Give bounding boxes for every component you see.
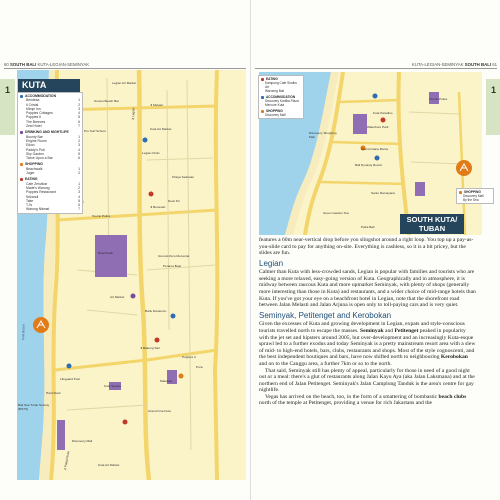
legend-eating-title: EATING <box>25 177 38 182</box>
map-label-jalan-legian: Jl Legian <box>131 107 136 121</box>
legend-row <box>261 103 301 107</box>
left-chapter-number: 1 <box>4 85 10 95</box>
seminyak-bold-term: Seminyak <box>359 327 384 334</box>
legend-row <box>261 81 301 89</box>
right-page <box>250 0 500 500</box>
left-folio: 60 <box>4 62 9 67</box>
hotel-pin-3 <box>67 364 72 369</box>
legend-shopping-title: SHOPPING <box>25 162 43 167</box>
map-label-dewi-sri: Dewi Sri <box>168 199 180 203</box>
kerobokan-bold-term: Kerobokan <box>440 354 468 361</box>
legend-item-num: 7 <box>78 124 80 129</box>
seminyak-text: peaked in popularity with the jet set and hipsters around 2005, but over-development and an increasingly Kuta-esque sprawl led to a further exodus and today Seminyak is a pretty mainstream resort area with a slew of mid- to high-end hotels, bars, clubs, restaurants and shops. Most of the style cognoscenti, and the best independent boutiques and bars, have now shifted north to neighbouring <box>259 327 476 361</box>
legend-item-name: Discovery Kartika Plaza <box>265 99 299 103</box>
legend-item-name: Discovery Mall <box>463 194 484 198</box>
tuban-eating-pin-1 <box>381 118 386 123</box>
legend-item-name: Cafe Zenzibar <box>26 181 48 186</box>
seminyak-text: and <box>383 327 395 334</box>
map-label-kuta-art: Kuta Art Market <box>98 463 120 467</box>
legend-item-name: By the Sea <box>463 198 479 202</box>
legend-item-num: 2 <box>78 185 80 190</box>
eating-swatch-icon <box>20 178 23 181</box>
map-label-matahari: Matahari <box>160 379 173 383</box>
hotel-pin-2 <box>171 314 176 319</box>
right-map-label-waterbom: Waterbom Park <box>367 125 389 129</box>
kuta-map-title: KUTA <box>18 79 80 92</box>
legend-item-num: 5 <box>78 115 80 120</box>
right-map-label-tourist-police: Tourist Police <box>429 97 448 101</box>
legend-item-num: 1 <box>78 181 80 186</box>
seminyak-text: north of the temple at Petitenget, providing a venue for rich Jakartans and the <box>259 400 433 407</box>
legend-row <box>20 207 80 211</box>
map-label-jalan-benesari: Jl Benesari <box>150 205 166 209</box>
legend-item-num: 1 <box>78 98 80 103</box>
right-map-label-patra: Patra Bali <box>361 225 375 229</box>
discovery-mall-block <box>353 114 367 134</box>
legend-item-name: Mimpi Inn <box>26 106 41 111</box>
tuban-hotel-pin-1 <box>373 94 378 99</box>
beachwalk-block <box>95 235 127 277</box>
body-text <box>259 237 477 407</box>
legend-item-name: Poppies Cottages <box>26 111 53 116</box>
waterbom-block <box>415 182 425 196</box>
right-running-head-bold: SOUTH BALI <box>464 62 492 67</box>
right-map-label-green-garden: Green Garden Tea <box>323 211 349 215</box>
legend-item-num: 4 <box>78 147 80 152</box>
left-running-head-bold: SOUTH BALI <box>9 62 37 67</box>
map-label-khaya-sedanan: Khaya Sedanan <box>172 175 195 179</box>
tuban-title-line1: SOUTH KUTA/ <box>406 215 458 224</box>
legend-row <box>20 124 80 128</box>
legend-item-name: The Breezes <box>26 119 46 124</box>
right-legend-eating <box>258 75 304 119</box>
legend-item-num: 7 <box>78 207 80 212</box>
legend-item-num: 1 <box>78 134 80 139</box>
right-legend-shopping-right-title: SHOPPING <box>464 190 481 194</box>
right-legend-eating-title: EATING <box>266 77 278 81</box>
legend-item-name: Poppies Restaurant <box>26 190 56 195</box>
east-road <box>215 70 217 480</box>
legend-item-num: 3 <box>78 106 80 111</box>
accommodation-swatch-icon <box>20 95 23 98</box>
legend-item-num: 3 <box>78 190 80 195</box>
legend-drinking-title: DRINKING AND NIGHTLIFE <box>25 130 69 135</box>
map-label-tourist-police: Tourist Police <box>92 214 111 218</box>
right-folio: 61 <box>492 62 497 67</box>
seminyak-paragraph-3 <box>259 394 477 407</box>
tuban-hotel-pin-2 <box>375 156 380 161</box>
map-label-kuta-beach: Kuta Beach <box>21 323 26 341</box>
legend-item-name: Zest Hotel <box>26 124 42 129</box>
map-label-bali-memorial: Ground Zero Memorial <box>158 254 190 258</box>
map-label-sunset-beach-bar: Sunset Beach Bar <box>94 99 119 103</box>
legend-item-name: Warung Nikmat <box>26 207 50 212</box>
map-label-kuta-market: Kuta Art Market <box>150 127 172 131</box>
legend-row <box>261 113 301 117</box>
legend-item-name: Mercure Kuta <box>265 103 285 107</box>
right-map-label-grand-istana: Grand Istana Rama <box>361 147 388 151</box>
legend-item-name: Made's Warung <box>26 185 50 190</box>
seminyak-text: Vegas has arrived on the beach, too, in the form of a smattering of bombastic <box>265 393 439 400</box>
seminyak-text: and on to the Canggu area, a further 7km or so to the north. <box>259 360 392 367</box>
shopping-pin-1 <box>179 374 184 379</box>
legend-item-num: 6 <box>78 203 80 208</box>
map-label-jalan-bakung-sari: Jl Bakung Sari <box>140 346 160 350</box>
legian-hotel-pin <box>143 138 148 143</box>
map-label-perama: Perama Boat <box>163 264 182 268</box>
legend-item-name: Discovery Mall <box>265 113 286 117</box>
legend-item-name: Bounty Bar <box>26 134 43 139</box>
legend-item-name: Il Cristal <box>26 102 39 107</box>
left-chapter-tab <box>0 79 15 135</box>
right-map-label-santo-ramayana: Santo Ramayana <box>371 191 395 195</box>
legend-item-name: Waroeng Bali <box>265 89 285 93</box>
body-intro-paragraph: features a 60m near-vertical drop before you slingshot around a right loop. You top up a pay-as-you-slide card to pay for anything on-site. Everything is cashless, so it is a bit pricey, but the slides are fun. <box>259 237 474 257</box>
map-label-bank: Bank Danamon <box>145 309 167 313</box>
seminyak-paragraph-2: That said, Seminyak still has plenty of appeal, particularly for those in need of a good night out or a meal: there's a glut of restaurants along Jalan Kayu Aya (aka Jalan Laksmana) and at the northern end of Jalan Petitenget. Seminyak's Jalan Camplung Tanduk is the area's centre for gay nightlife. <box>259 367 475 394</box>
seminyak-paragraph-1 <box>259 321 477 367</box>
right-map-label-bali-dynasty: Bali Dynasty Resort <box>355 163 383 167</box>
right-running-head <box>412 62 497 67</box>
legend-item-name: Srikandi <box>26 194 39 199</box>
legend-row <box>20 156 80 160</box>
legend-item-num: 3 <box>78 143 80 148</box>
map-label-bali-sea-turtle: Bali Sea Turtle Society (BSTS) <box>18 403 50 411</box>
legend-item-name: Sky Garden <box>26 151 44 156</box>
eating-pin-2 <box>155 338 160 343</box>
legend-item-name: TJ's <box>26 203 33 208</box>
left-rule <box>4 68 246 69</box>
right-legend-shopping-title: SHOPPING <box>266 109 283 113</box>
map-label-pro-surf: Pro Surf School <box>84 129 106 133</box>
legend-item-num: 2 <box>78 102 80 107</box>
legian-heading: Legian <box>259 259 284 269</box>
legend-item-num: 1 <box>78 166 80 171</box>
map-label-legian-clinic: Legian Clinic <box>142 151 160 155</box>
legend-item-name: Paddy's Pub <box>26 147 45 152</box>
map-label-legian-market: Legian Art Market <box>112 81 137 85</box>
legend-item-name: Poppies II <box>26 115 42 120</box>
right-chapter-number: 1 <box>490 85 496 95</box>
legend-item-name: Engine Room <box>26 138 47 143</box>
left-running-head <box>4 62 89 67</box>
legian-paragraph: Calmer than Kuta with less-crowded sands, Legian is popular with families and tourists who are seeking a more relaxed, easy-going version of Kuta. Geographically and in atmosphere, it is midway between raucous Kuta and more upmarket Seminyak, with plenty of shops (generally more interesting than those in Kuta) and restaurants, and a wider choice of mid-range hotels than Kuta. If you've got your eye on a beachfront hotel in Legian, note that the shorefront road between Jalan Melasti and Jalan Arjuna is open only to toll-paying cars and is very quiet. <box>259 269 476 309</box>
legend-item-name: Eikon <box>26 143 35 148</box>
legend-row <box>459 198 491 202</box>
map-label-hardrock: Hard Rock <box>46 391 61 395</box>
legend-accommodation-title: ACCOMMODATION <box>25 94 57 98</box>
legend-row <box>261 89 301 93</box>
legend-row <box>20 171 80 175</box>
hardrock-block <box>57 420 65 450</box>
legend-item-name: Kampung Cafe Sindhu Art <box>265 81 298 89</box>
legend-item-num: 2 <box>78 138 80 143</box>
tuban-title-line2: TUBAN <box>418 224 446 233</box>
legend-item-name: Bendesa <box>26 98 40 103</box>
map-label-pura: Pura <box>196 365 203 369</box>
eating-pin-1 <box>149 192 154 197</box>
eating-pin-3 <box>123 420 128 425</box>
map-label-lifeguard: Lifeguard Post <box>60 377 80 381</box>
shopping-swatch-icon <box>261 110 264 113</box>
map-label-kuta-square: Kuta Square <box>104 384 122 388</box>
drinking-pin-1 <box>131 294 136 299</box>
right-map-label-kuta-paradise: Kuta Paradiso <box>373 111 393 115</box>
legend-item-name: Beachwalk <box>26 166 43 171</box>
shopping-swatch-icon <box>20 163 23 166</box>
map-label-beachwalk: Beachwalk <box>98 251 113 255</box>
legend-item-num: 5 <box>78 198 80 203</box>
beach-clubs-bold-term: beach clubs <box>438 393 467 400</box>
legend-item-name: Twice Upon a Bar <box>26 156 53 161</box>
legend-item-num: 4 <box>78 111 80 116</box>
right-running-head-rest: KUTA-LEGIAN-SEMINYAK <box>411 62 464 67</box>
shopping-swatch-icon <box>459 191 462 194</box>
legend-item-name: Take <box>26 198 34 203</box>
map-label-grand-inna: Grand Inna Kuta <box>148 409 171 413</box>
legend-item-num: 6 <box>78 119 80 124</box>
petitenget-bold-term: Petitenget <box>394 327 419 334</box>
map-label-discovery: Discovery Mall <box>72 439 93 443</box>
accommodation-swatch-icon <box>261 96 264 99</box>
map-label-jalan-pantai: Jl Pantai Kuta <box>63 451 71 471</box>
kuta-legend <box>17 92 83 214</box>
right-chapter-tab <box>486 79 500 135</box>
legend-item-num: 2 <box>78 171 80 176</box>
legend-item-num: 5 <box>78 151 80 156</box>
legend-item-num: 6 <box>78 156 80 161</box>
eating-swatch-icon <box>261 78 264 81</box>
seminyak-heading: Seminyak, Petitenget and Kerobokan <box>259 311 392 321</box>
tuban-map-title <box>400 214 464 234</box>
legend-item-num: 4 <box>78 194 80 199</box>
drinking-swatch-icon <box>20 131 23 134</box>
right-map-label-discovery-mall: Discovery Shopping Mall <box>309 131 337 139</box>
seminyak-text: Given the excesses of Kuta and growing development in Legian, expats and style-conscious tourists travelled north to escape the masses. <box>259 321 465 334</box>
right-rule <box>255 68 497 69</box>
legend-item-name: Joger <box>26 171 35 176</box>
map-label-jalan-melasti: Jl Melasti <box>150 103 163 107</box>
left-running-head-rest: KUTA-LEGIAN-SEMINYAK <box>37 62 90 67</box>
map-label-poppies: Poppies II <box>182 355 196 359</box>
right-legend-accommodation-title: ACCOMMODATION <box>266 95 296 99</box>
map-label-art-market: Art Market <box>110 295 125 299</box>
right-legend-shopping-right <box>456 188 494 204</box>
